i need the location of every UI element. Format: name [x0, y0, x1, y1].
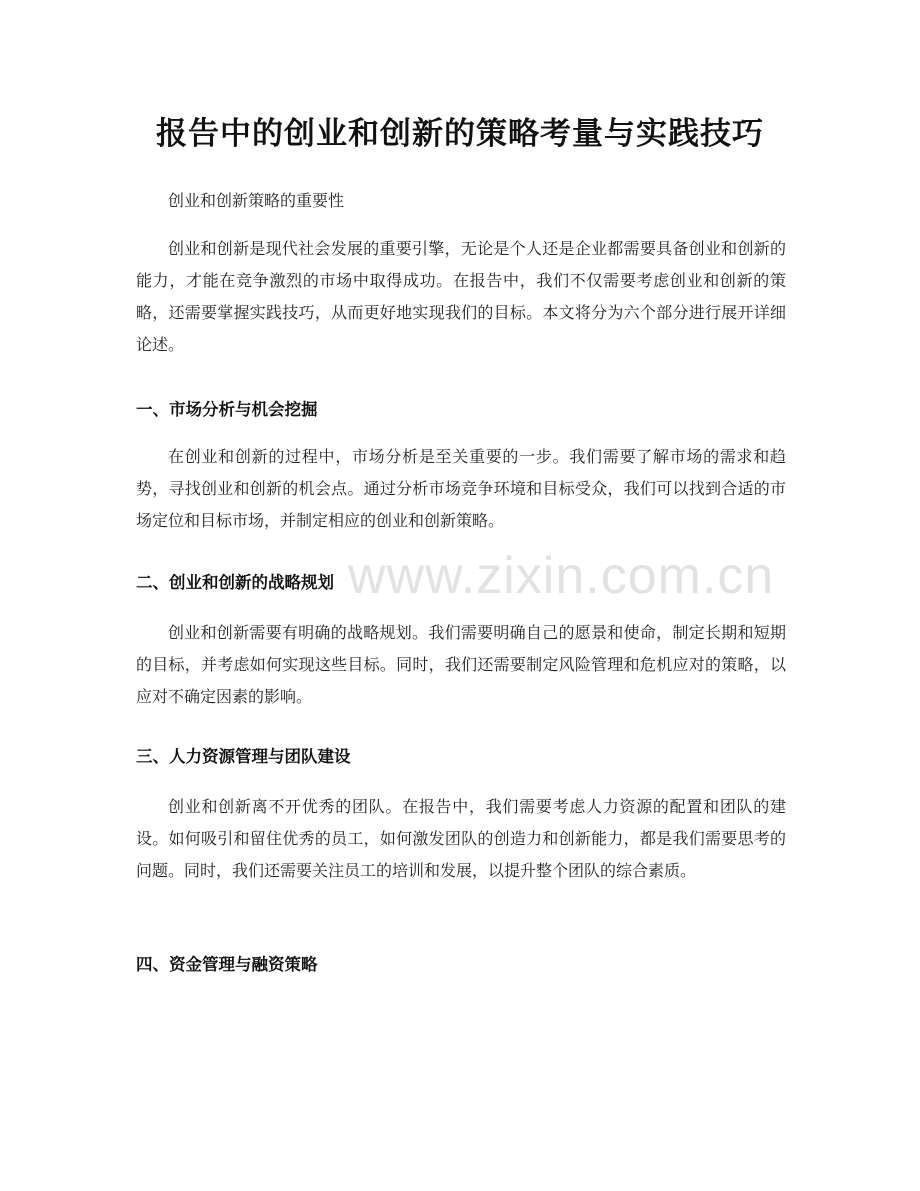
- document-title: 报告中的创业和创新的策略考量与实践技巧: [156, 116, 764, 152]
- section-heading-hr: 三、人力资源管理与团队建设: [136, 747, 351, 766]
- section-heading-market: 一、市场分析与机会挖掘: [136, 400, 318, 419]
- section-heading-finance: 四、资金管理与融资策略: [136, 955, 318, 974]
- intro-paragraph: 创业和创新是现代社会发展的重要引擎，无论是个人还是企业都需要具备创业和创新的能力，才能在竞争激烈的市场中取得成功。在报告中，我们不仅需要考虑创业和创新的策略，还需要掌握实践技巧，从而更好地实现我们的目标。本文将分为六个部分进行展开详细论述。: [136, 239, 786, 354]
- section-body-hr: 创业和创新离不开优秀的团队。在报告中，我们需要考虑人力资源的配置和团队的建设。如何吸引和留住优秀的员工，如何激发团队的创造力和创新能力，都是我们需要思考的问题。同时，我们还需要关注员工的培训和发展，以提升整个团队的综合素质。: [136, 797, 786, 880]
- section-body-strategy: 创业和创新需要有明确的战略规划。我们需要明确自己的愿景和使命，制定长期和短期的目标，并考虑如何实现这些目标。同时，我们还需要制定风险管理和危机应对的策略，以应对不确定因素的影响。: [136, 623, 786, 706]
- watermark-text: www.zixin.com.cn: [348, 547, 775, 605]
- section-body-market: 在创业和创新的过程中，市场分析是至关重要的一步。我们需要了解市场的需求和趋势，寻找创业和创新的机会点。通过分析市场竞争环境和目标受众，我们可以找到合适的市场定位和目标市场，并制定相应的创业和创新策略。: [136, 447, 786, 530]
- section-heading-strategy: 二、创业和创新的战略规划: [136, 573, 334, 592]
- document-subtitle: 创业和创新策略的重要性: [168, 191, 345, 210]
